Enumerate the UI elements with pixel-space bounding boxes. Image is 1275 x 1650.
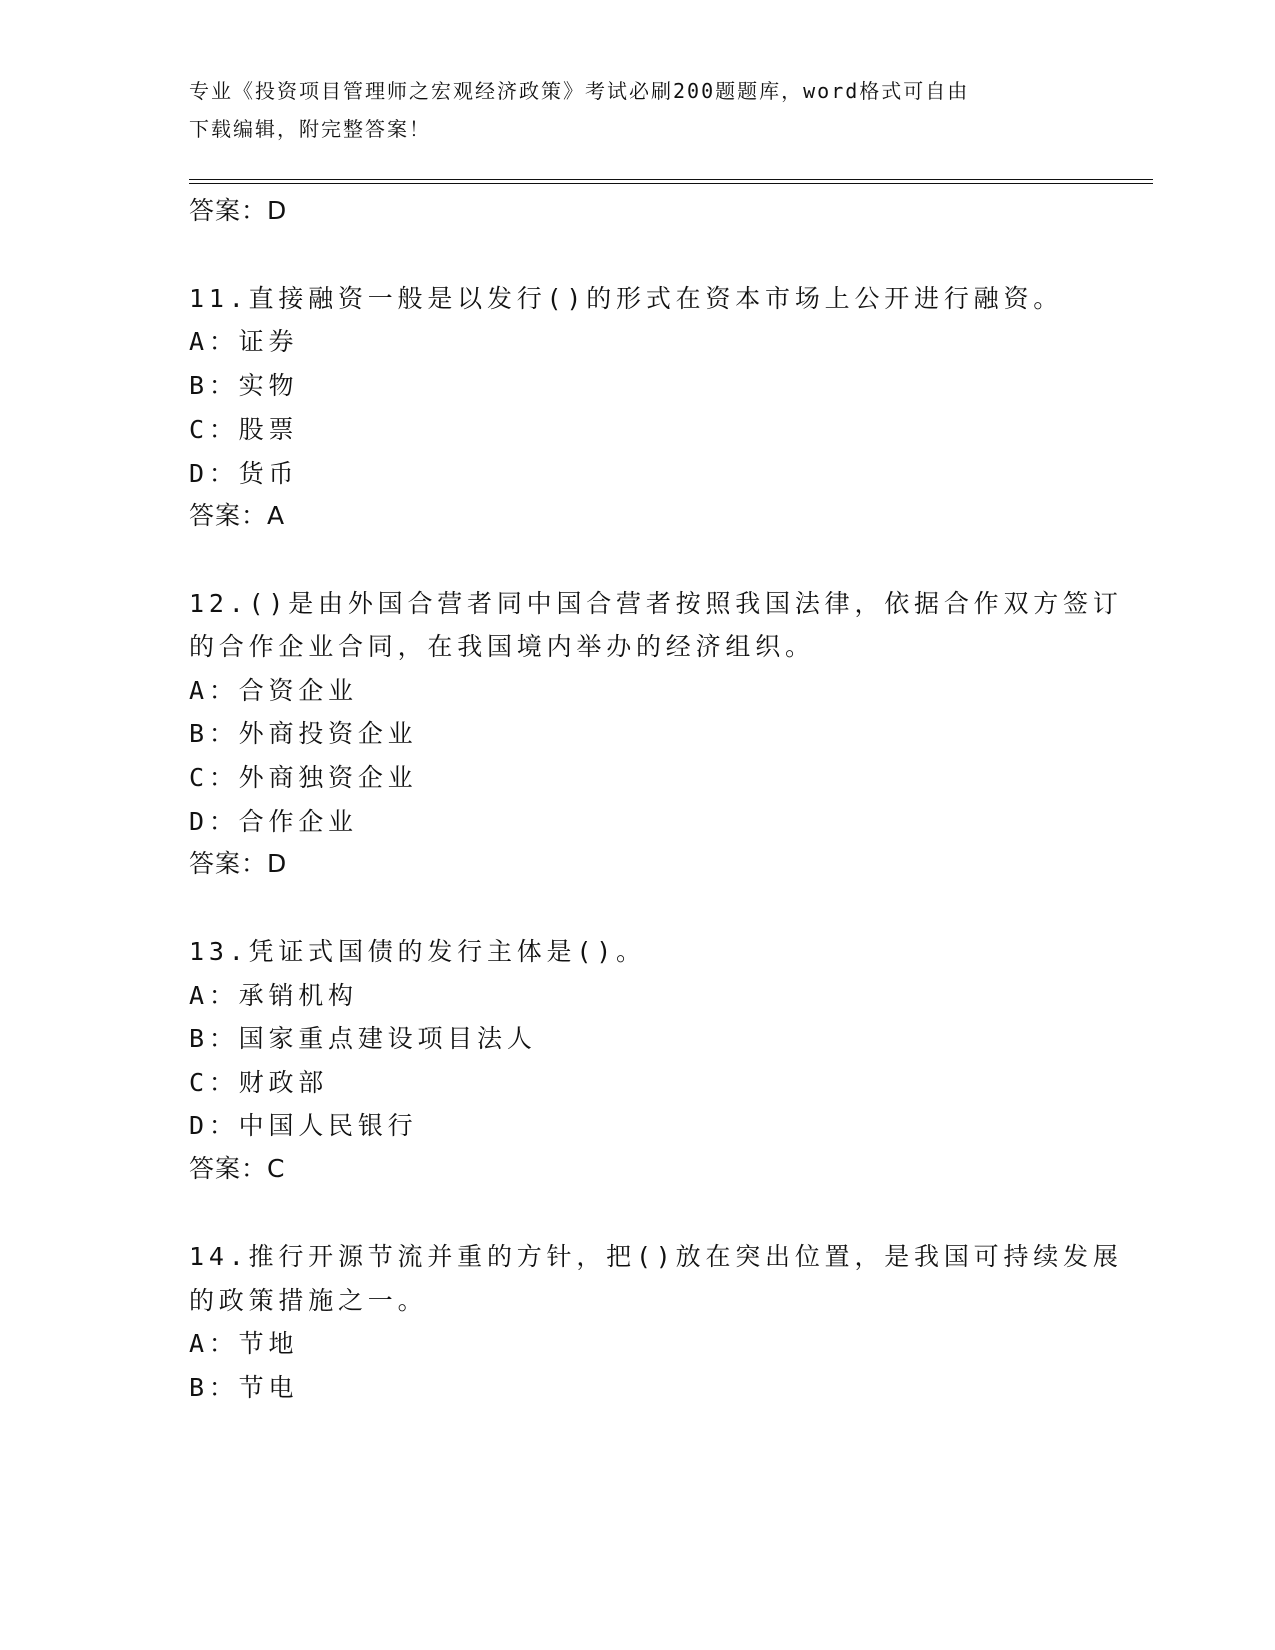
answer-q10: 答案：D (189, 196, 288, 225)
answer-q11: 答案：A (189, 501, 286, 530)
q13-option-b: B：国家重点建设项目法人 (189, 1024, 537, 1053)
header-divider-bottom (189, 183, 1153, 184)
question-11-text: 11.直接融资一般是以发行()的形式在资本市场上公开进行融资。 (189, 284, 1064, 313)
q13-option-d: D：中国人民银行 (189, 1111, 418, 1140)
q11-option-b: B：实物 (189, 371, 299, 400)
q14-option-b: B：节电 (189, 1373, 299, 1402)
q12-option-b: B：外商投资企业 (189, 719, 418, 748)
header-line-1: 专业《投资项目管理师之宏观经济政策》考试必刷200题题库，word格式可自由 (189, 79, 970, 103)
q12-option-d: D：合作企业 (189, 807, 358, 836)
header-divider-top (189, 179, 1153, 180)
document-header (189, 72, 1069, 148)
question-14-text-line-1: 14.推行开源节流并重的方针，把()放在突出位置，是我国可持续发展 (189, 1242, 1123, 1271)
header-line-2: 下载编辑，附完整答案！ (189, 117, 431, 141)
answer-q12: 答案：D (189, 849, 288, 878)
q12-option-a: A：合资企业 (189, 676, 358, 705)
q11-option-d: D：货币 (189, 459, 299, 488)
q13-option-a: A：承销机构 (189, 981, 358, 1010)
question-12-text-line-2: 的合作企业合同，在我国境内举办的经济组织。 (189, 632, 815, 661)
answer-q13: 答案：C (189, 1154, 286, 1183)
q11-option-a: A：证券 (189, 327, 299, 356)
q13-option-c: C：财政部 (189, 1068, 329, 1097)
question-12-text-line-1: 12.()是由外国合营者同中国合营者按照我国法律，依据合作双方签订 (189, 589, 1123, 618)
question-14-text-line-2: 的政策措施之一。 (189, 1286, 428, 1315)
q11-option-c: C：股票 (189, 415, 299, 444)
q12-option-c: C：外商独资企业 (189, 763, 418, 792)
q14-option-a: A：节地 (189, 1329, 299, 1358)
question-13-text: 13.凭证式国债的发行主体是()。 (189, 937, 646, 966)
